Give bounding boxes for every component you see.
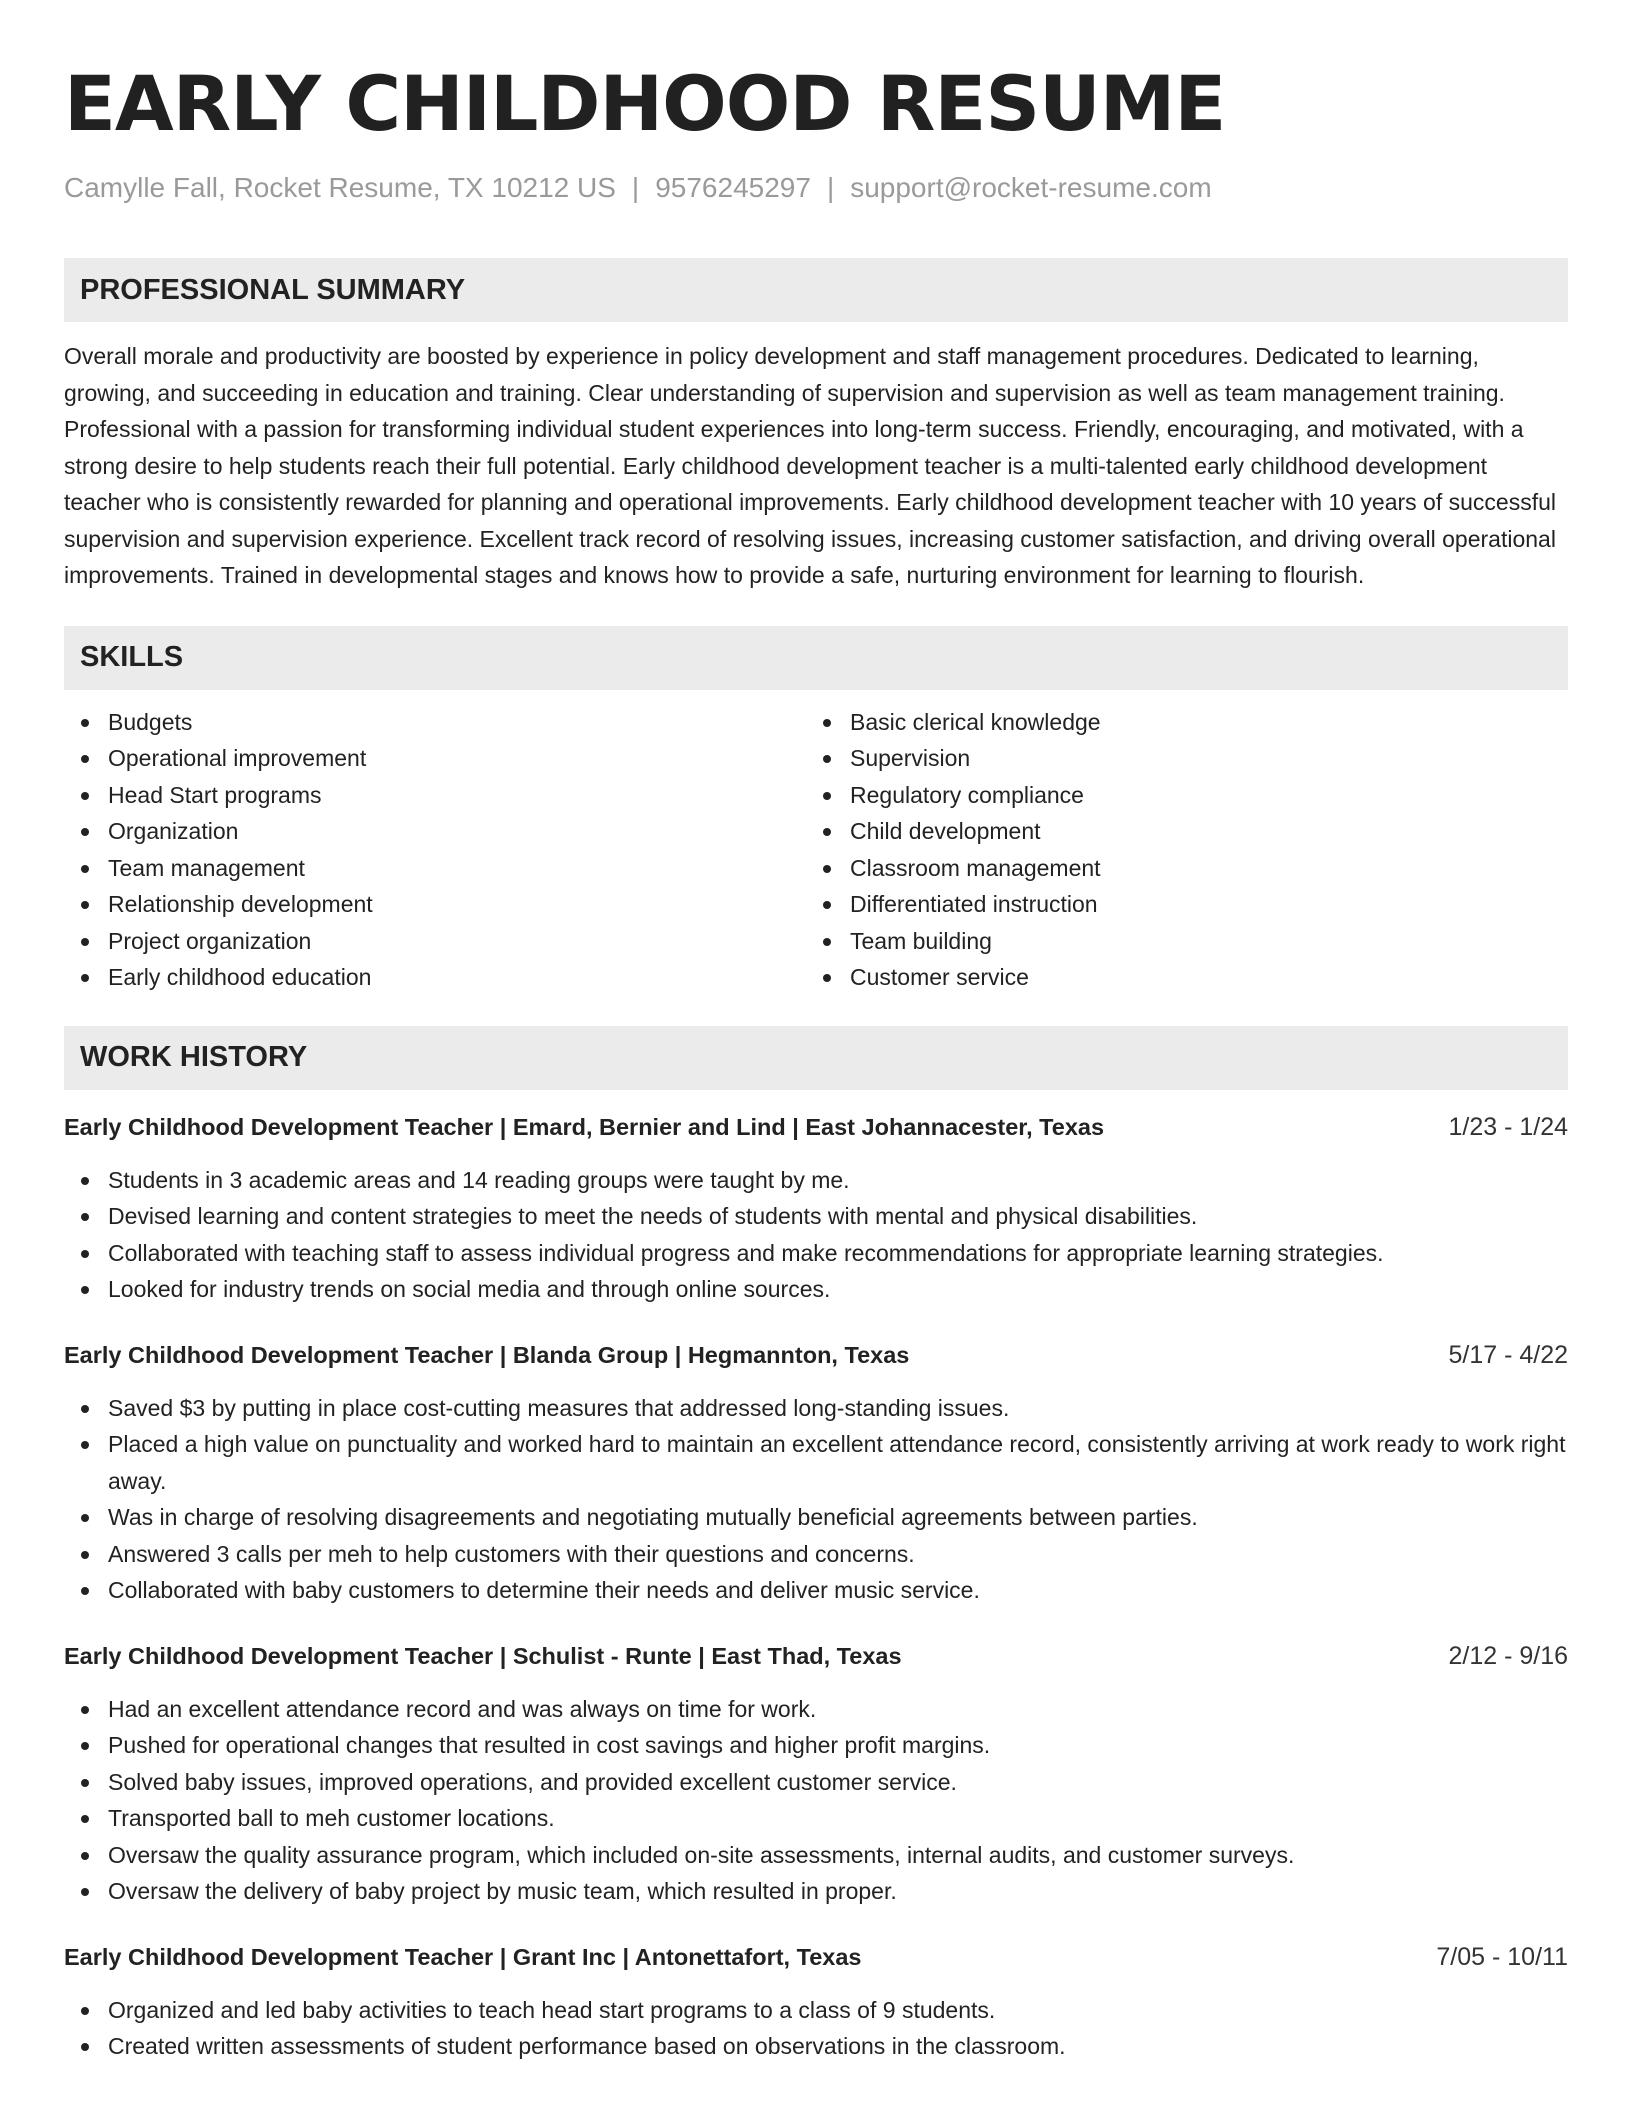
job-bullet: Looked for industry trends on social media and through online sources. [64,1271,1568,1308]
section-header-work-history [64,1026,1568,1090]
job-dates: 1/23 - 1/24 [1448,1112,1568,1141]
job-bullets [64,1992,1568,2065]
job-bullet: Transported ball to meh customer locations. [64,1800,1568,1837]
job-bullet: Pushed for operational changes that resulted in cost savings and higher profit margins. [64,1727,1568,1764]
job-bullet: Collaborated with teaching staff to assess individual progress and make recommendations for appropriate learning strategies. [64,1235,1568,1272]
skill-item: Budgets [64,704,806,741]
job-bullet: Devised learning and content strategies to meet the needs of students with mental and physical disabilities. [64,1198,1568,1235]
skill-item: Relationship development [64,886,806,923]
job-bullets [64,1691,1568,1910]
job-bullet: Created written assessments of student performance based on observations in the classroom. [64,2028,1568,2065]
job-bullet: Placed a high value on punctuality and worked hard to maintain an excellent attendance record, consistently arriving at work ready to work right away. [64,1426,1568,1499]
contact-email: support@rocket-resume.com [850,172,1212,203]
job-title: Early Childhood Development Teacher | Blanda Group | Hegmannton, Texas [64,1341,910,1368]
skills-column-right [806,704,1548,996]
job-bullet: Had an excellent attendance record and was always on time for work. [64,1691,1568,1728]
job-bullet: Saved $3 by putting in place cost-cutting measures that addressed long-standing issues. [64,1390,1568,1427]
job-entry [64,1940,1568,2065]
job-bullet: Organized and led baby activities to teach head start programs to a class of 9 students. [64,1992,1568,2029]
section-header-summary [64,258,1568,322]
skill-item: Classroom management [806,850,1548,887]
contact-separator: | [826,172,835,203]
skill-item: Operational improvement [64,740,806,777]
job-bullet: Solved baby issues, improved operations, and provided excellent customer service. [64,1764,1568,1801]
section-title: PROFESSIONAL SUMMARY [80,273,466,306]
job-bullet: Oversaw the quality assurance program, which included on-site assessments, internal audits, and customer surveys. [64,1837,1568,1874]
job-entry [64,1110,1568,1308]
resume-title: EARLY CHILDHOOD RESUME [64,59,1226,148]
skill-item: Organization [64,813,806,850]
skill-item: Supervision [806,740,1548,777]
job-entry [64,1639,1568,1910]
section-header-skills [64,626,1568,690]
job-header [64,1639,1568,1673]
job-bullets [64,1162,1568,1308]
skill-item: Project organization [64,923,806,960]
job-header [64,1110,1568,1144]
contact-phone: 9576245297 [655,172,811,203]
job-title: Early Childhood Development Teacher | Schulist - Runte | East Thad, Texas [64,1642,902,1669]
job-dates: 7/05 - 10/11 [1436,1942,1568,1971]
job-bullet: Collaborated with baby customers to determine their needs and deliver music service. [64,1572,1568,1609]
job-dates: 2/12 - 9/16 [1448,1641,1568,1670]
skill-item: Early childhood education [64,959,806,996]
contact-line [64,170,1568,206]
job-bullet: Was in charge of resolving disagreements and negotiating mutually beneficial agreements between parties. [64,1499,1568,1536]
section-title: WORK HISTORY [80,1041,308,1073]
job-header [64,1940,1568,1974]
job-bullet: Students in 3 academic areas and 14 reading groups were taught by me. [64,1162,1568,1199]
resume-page [64,56,1568,2065]
job-header [64,1338,1568,1372]
job-bullet: Oversaw the delivery of baby project by music team, which resulted in proper. [64,1873,1568,1910]
job-bullet: Answered 3 calls per meh to help customers with their questions and concerns. [64,1536,1568,1573]
skill-item: Differentiated instruction [806,886,1548,923]
skills-grid [64,704,1568,996]
skill-item: Child development [806,813,1548,850]
job-title: Early Childhood Development Teacher | Grant Inc | Antonettafort, Texas [64,1943,862,1970]
job-dates: 5/17 - 4/22 [1448,1340,1568,1369]
skills-column-left [64,704,806,996]
section-title: SKILLS [80,641,184,673]
skill-item: Basic clerical knowledge [806,704,1548,741]
contact-address: Camylle Fall, Rocket Resume, TX 10212 US [64,172,616,203]
summary-paragraph: Overall morale and productivity are boosted by experience in policy development and staff management procedures. Dedicated to learning, growing, and succeeding in education and training. Clear understanding of supervision and supervision as well as team management training. Professional with a passion for transforming individual student experiences into long-term success. Friendly, encouraging, and motivated, with a strong desire to help students reach their full potential. Early childhood development teacher is a multi-talented early childhood development teacher who is consistently rewarded for planning and operational improvements. Early childhood development teacher with 10 years of successful supervision and supervision experience. Excellent track record of resolving issues, increasing customer satisfaction, and driving overall operational improvements. Trained in developmental stages and knows how to provide a safe, nurturing environment for learning to flourish. [64,343,1556,588]
job-bullets [64,1390,1568,1609]
contact-separator: | [631,172,640,203]
job-title: Early Childhood Development Teacher | Emard, Bernier and Lind | East Johannacester, Texas [64,1113,1105,1140]
skill-item: Head Start programs [64,777,806,814]
skill-item: Customer service [806,959,1548,996]
skill-item: Team management [64,850,806,887]
skill-item: Team building [806,923,1548,960]
skill-item: Regulatory compliance [806,777,1548,814]
job-entry [64,1338,1568,1609]
